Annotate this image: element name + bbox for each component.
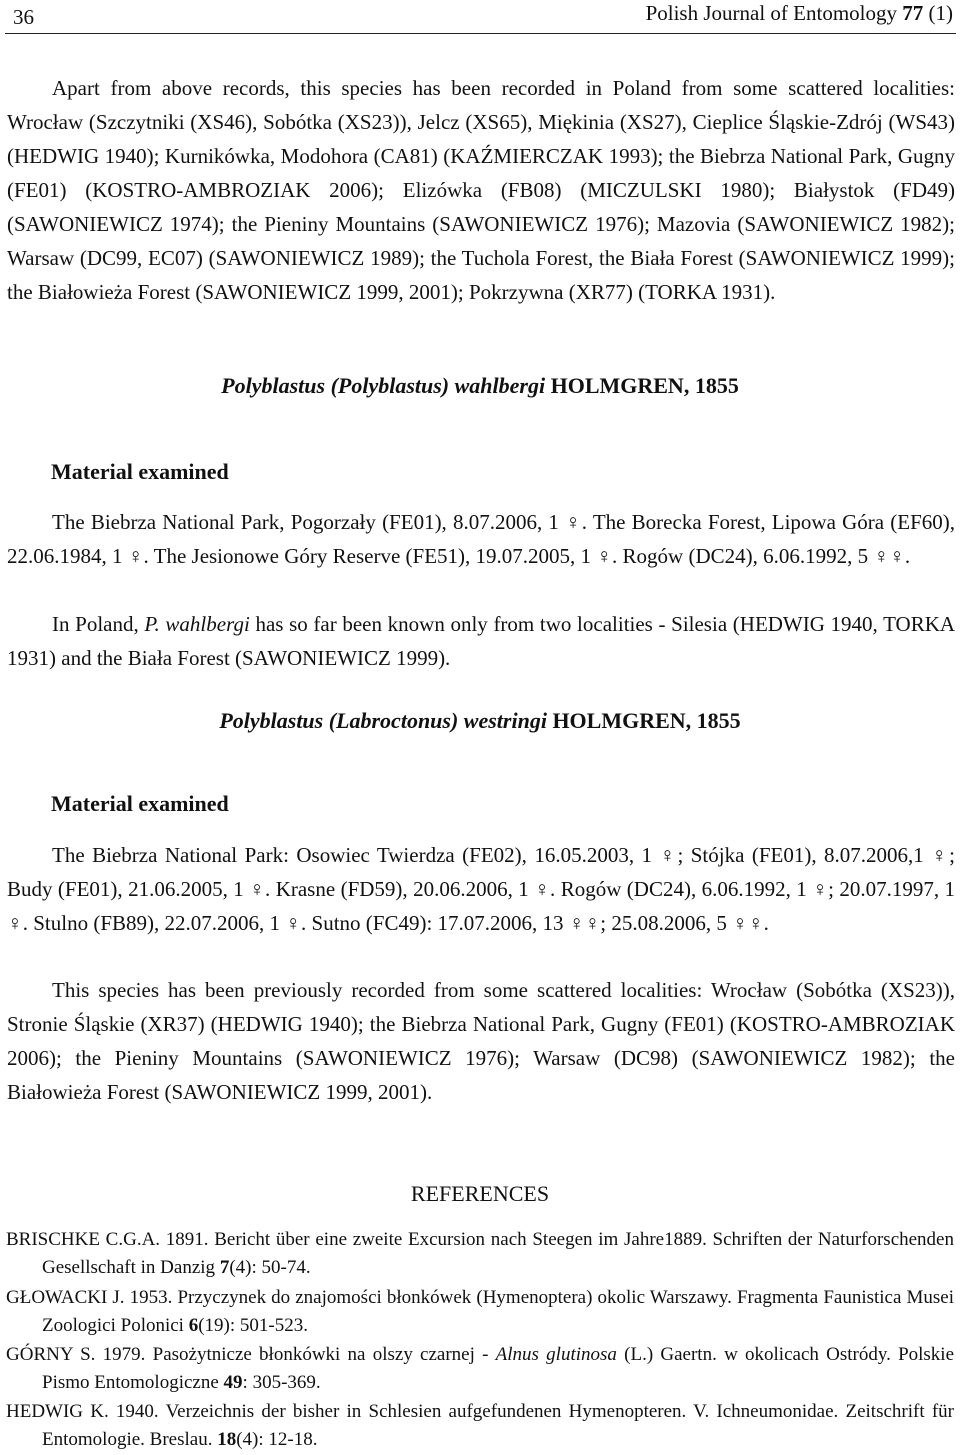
species-heading-wahlbergi — [0, 373, 960, 399]
epithet: westringi — [463, 708, 547, 733]
note-start: In Poland, — [52, 612, 139, 636]
reference-taxon: Alnus glutinosa — [495, 1344, 617, 1365]
reference-item — [6, 1341, 954, 1397]
year: , 1855 — [683, 373, 739, 398]
reference-text: Przyczynek do znajomości błonkówek (Hymenoptera) okolic Warszawy. Fragmenta Faunistica Musei Zoologici Polonici — [42, 1287, 954, 1336]
references-heading: REFERENCES — [410, 1181, 550, 1206]
genus: Polyblastus — [219, 708, 324, 733]
reference-volume: 7 — [219, 1257, 230, 1278]
species-heading-westringi — [0, 708, 960, 734]
material-paragraph-1: The Biebrza National Park, Pogorzały (FE01), 8.07.2006, 1 ♀. The Borecka Forest, Lipowa Góra (EF60), 22.06.1984, 1 ♀. The Jesionowe Góry Reserve (FE51), 19.07.2005, 1 ♀. Rogów (DC24), 6.06.1992, 5 ♀♀. — [7, 510, 955, 568]
intro-paragraph: Apart from above records, this species has been recorded in Poland from some scattered localities: Wrocław (Szczytniki (XS46), Sobótka (XS23)), Jelcz (XS65), Miękinia (XS27), Cieplice Śląskie-Zdrój (WS43) (HEDWIG 1940); Kurnikówka, Modohora (CA81) (KAŹMIERCZAK 1993); the Biebrza National Park, Gugny (FE01) (KOSTRO-AMBROZIAK 2006); Elizówka (FB08) (MICZULSKI 1980); Białystok (FD49) (SAWONIEWICZ 1974); the Pieniny Mountains (SAWONIEWICZ 1976); Mazovia (SAWONIEWICZ 1982); Warsaw (DC99, EC07) (SAWONIEWICZ 1989); the Tuchola Forest, the Biała Forest (SAWONIEWICZ 1999); the Białowieża Forest (SAWONIEWICZ 1999, 2001); Pokrzywna (XR77) (TORKA 1931). — [7, 76, 955, 304]
page-header — [5, 0, 956, 34]
journal-issue: (1) — [928, 1, 953, 25]
note-taxon: P. wahlbergi — [144, 612, 250, 636]
note-paragraph-2: This species has been previously recorded from some scattered localities: Wrocław (Sobótka (XS23)), Stronie Śląskie (XR37) (HEDWIG 1940); the Biebrza National Park, Gugny (FE01) (KOSTRO-AMBROZIAK 2006); the Pieniny Mountains (SAWONIEWICZ 1976); Warsaw (DC98) (SAWONIEWICZ 1982); the Białowieża Forest (SAWONIEWICZ 1999, 2001). — [7, 978, 955, 1104]
author: HOLMGREN — [552, 708, 686, 733]
reference-volume: 6 — [188, 1315, 199, 1336]
reference-text-continued: (L.) Gaertn. w okolicach Ostródy. Polskie Pismo Entomologiczne — [42, 1344, 955, 1393]
genus: Polyblastus — [221, 373, 326, 398]
journal-title — [646, 1, 953, 26]
reference-volume: 49 — [223, 1372, 243, 1393]
year: , 1855 — [685, 708, 741, 733]
material-paragraph-2: The Biebrza National Park: Osowiec Twierdza (FE02), 16.05.2003, 1 ♀; Stójka (FE01), 8.07.2006,1 ♀; Budy (FE01), 21.06.2005, 1 ♀. Krasne (FD59), 20.06.2006, 1 ♀. Rogów (DC24), 6.06.1992, 1 ♀; 20.07.1997, 1 ♀. Stulno (FB89), 22.07.2006, 1 ♀. Sutno (FC49): 17.07.2006, 13 ♀♀; 25.08.2006, 5 ♀♀. — [7, 843, 955, 935]
reference-text: Verzeichnis der bisher in Schlesien aufgefundenen Hymenopteren. V. Ichneumonidae. Zeitschrift für Entomologie. Breslau. — [42, 1401, 954, 1450]
subgenus: (Labroctonus) — [328, 708, 459, 733]
reference-text: Bericht über eine zweite Excursion nach Steegen im Jahre1889. Schriften der Naturforschenden Gesellschaft in Danzig — [42, 1229, 954, 1278]
journal-volume: 77 — [902, 1, 924, 25]
reference-item — [6, 1226, 954, 1282]
author: HOLMGREN — [550, 373, 684, 398]
reference-item — [6, 1398, 954, 1454]
journal-name: Polish Journal of Entomology — [645, 1, 897, 25]
reference-pages: (4): 12-18. — [236, 1429, 318, 1450]
reference-volume: 18 — [217, 1429, 237, 1450]
reference-author: BRISCHKE C.G.A. 1891. — [6, 1229, 209, 1250]
reference-author: GŁOWACKI J. 1953. — [6, 1287, 173, 1308]
page-number: 36 — [13, 5, 34, 29]
reference-text: Pasożytnicze błonkówki na olszy czarnej - — [152, 1344, 489, 1365]
note-paragraph-1 — [7, 607, 955, 675]
epithet: wahlbergi — [454, 373, 546, 398]
reference-pages: (4): 50-74. — [229, 1257, 311, 1278]
material-heading-2: Material examined — [51, 791, 229, 816]
reference-pages: (19): 501-523. — [198, 1315, 308, 1336]
reference-author: GÓRNY S. 1979. — [6, 1344, 146, 1365]
reference-author: HEDWIG K. 1940. — [6, 1401, 159, 1422]
reference-pages: : 305-369. — [242, 1372, 321, 1393]
note-rest: has so far been known only from two localities - Silesia (HEDWIG 1940, TORKA 1931) and the Biała Forest (SAWONIEWICZ 1999). — [7, 612, 956, 670]
subgenus: (Polyblastus) — [330, 373, 450, 398]
material-heading-1: Material examined — [51, 459, 229, 484]
reference-item — [6, 1284, 954, 1340]
